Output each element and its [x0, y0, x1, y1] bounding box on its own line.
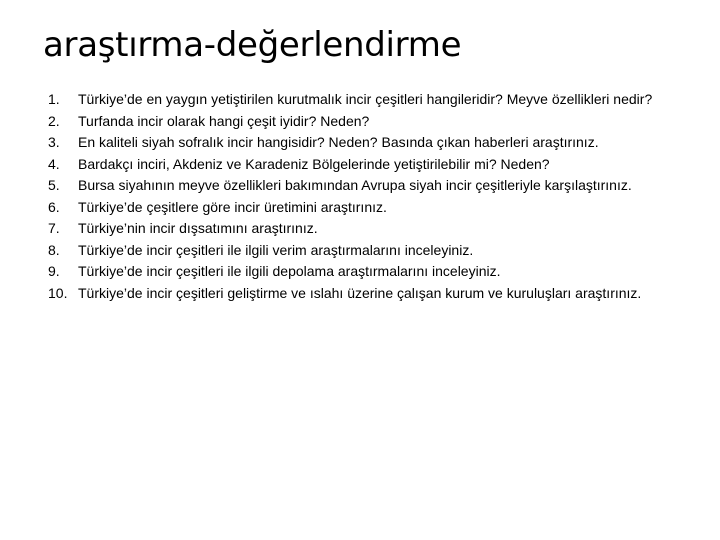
question-item-3 — [48, 132, 664, 154]
question-list — [48, 89, 664, 304]
question-item-9 — [48, 261, 664, 283]
question-text: Türkiye’de incir çeşitleri ile ilgili depolama araştırmalarını inceleyiniz. — [78, 263, 501, 279]
question-item-2 — [48, 111, 664, 133]
question-number: 1. — [48, 91, 60, 107]
question-text: Türkiye’de en yaygın yetiştirilen kurutmalık incir çeşitleri hangileridir? Meyve özellikleri nedir? — [78, 91, 653, 107]
question-item-5 — [48, 175, 664, 197]
question-item-1 — [48, 89, 664, 111]
question-number: 6. — [48, 198, 60, 215]
question-text: Türkiye’de incir çeşitleri geliştirme ve ıslahı üzerine çalışan kurum ve kuruluşları araştırınız. — [78, 284, 642, 301]
question-text: Türkiye’de incir çeşitleri ile ilgili verim araştırmalarını inceleyiniz. — [78, 241, 474, 258]
question-text: Türkiye’nin incir dışsatımını araştırınız. — [78, 220, 318, 236]
question-item-7 — [48, 218, 664, 240]
question-number: 9. — [48, 263, 60, 279]
question-number: 10. — [48, 284, 68, 301]
question-item-8 — [48, 240, 664, 262]
question-number: 7. — [48, 220, 60, 236]
question-item-4 — [48, 154, 664, 176]
question-number: 4. — [48, 155, 60, 172]
question-number: 8. — [48, 241, 60, 258]
question-text: Bardakçı inciri, Akdeniz ve Karadeniz Bölgelerinde yetiştirilebilir mi? Neden? — [78, 155, 550, 172]
question-number: 2. — [48, 112, 60, 129]
question-text: Turfanda incir olarak hangi çeşit iyidir? Neden? — [78, 112, 370, 129]
question-number: 3. — [48, 134, 60, 150]
question-item-10 — [48, 283, 664, 305]
question-text: Türkiye’de çeşitlere göre incir üretimini araştırınız. — [78, 198, 387, 215]
question-item-6 — [48, 197, 664, 219]
question-number: 5. — [48, 177, 60, 193]
slide-title: araştırma-değerlendirme — [43, 25, 462, 65]
question-text: En kaliteli siyah sofralık incir hangisidir? Neden? Basında çıkan haberleri araştırınız. — [78, 134, 599, 150]
question-text: Bursa siyahının meyve özellikleri bakımından Avrupa siyah incir çeşitleriyle karşılaştırınız. — [78, 177, 632, 193]
